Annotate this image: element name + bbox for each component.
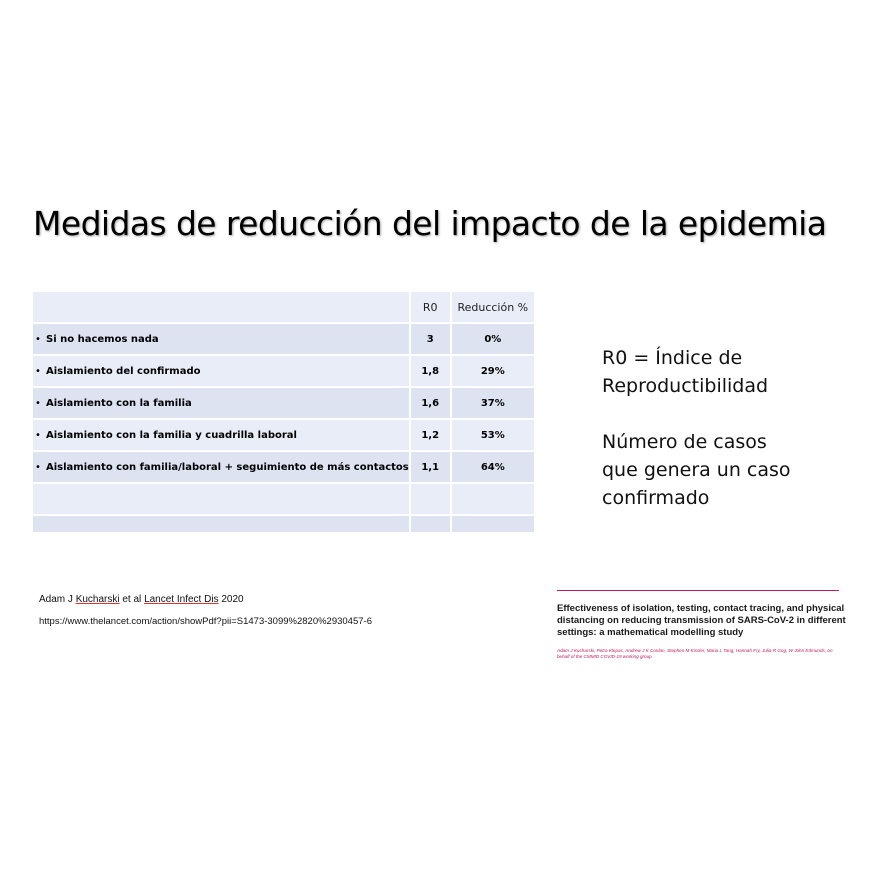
table-row [33,419,534,451]
slide-title: Medidas de reducción del impacto de la epidemia [33,204,827,243]
definition-line: R0 = Índice de [602,347,743,369]
definition-line: confirmado [602,487,710,509]
measure-name: Aislamiento con la familia [46,397,192,409]
header-r0: R0 [410,292,451,323]
paper-title: Effectiveness of isolation, testing, contact tracing, and physical distancing on reducing transmission of SARS-CoV-2 in different settings: a mathematical modelling study [557,603,846,638]
definition-line: que genera un caso [602,459,791,481]
reduction-value: 0% [451,323,534,355]
bullet-icon: • [35,461,41,473]
table-row [33,451,534,483]
table-row [33,323,534,355]
header-reduction: Reducción % [451,292,534,323]
measure-name: Aislamiento con la familia y cuadrilla laboral [46,429,297,441]
bullet-icon: • [35,365,41,377]
paper-authors: Adam J Kucharski, Petra Klepac, Andrew J K Conlan, Stephen M Kissler, Maria L Tang, Hannah Fry, Julia R Gog, W John Edmunds, on behalf of the CMMID COVID-19 working group [557,648,833,659]
definition-line: Número de casos [602,431,767,453]
paper-divider [557,590,839,591]
definition-line: Reproductibilidad [602,375,769,397]
table-header-row [33,292,534,323]
measure-name: Aislamiento con familia/laboral + seguimiento de más contactos [46,461,409,473]
reduction-value: 64% [451,451,534,483]
measure-name: Aislamiento del confirmado [46,365,201,377]
r0-value: 1,8 [410,355,451,387]
source-url: https://www.thelancet.com/action/showPdf?pii=S1473-3099%2820%2930457-6 [39,616,372,627]
bullet-icon: • [35,397,41,409]
header-measure [33,292,410,323]
measure-name: Si no hacemos nada [46,333,159,345]
reduction-value: 29% [451,355,534,387]
table-empty-row [33,483,534,515]
citation: Adam J Kucharski et al Lancet Infect Dis 2020 [39,594,244,605]
reduction-value: 53% [451,419,534,451]
bullet-icon: • [35,333,41,345]
table-empty-row [33,515,534,533]
citation-author: Kucharski [75,594,120,605]
r0-value: 1,1 [410,451,451,483]
bullet-icon: • [35,429,41,441]
r0-value: 3 [410,323,451,355]
table-row [33,355,534,387]
r0-definition [602,344,842,512]
r0-value: 1,2 [410,419,451,451]
measures-table [33,292,534,534]
citation-journal: Lancet Infect Dis [144,594,219,605]
table-row [33,387,534,419]
r0-value: 1,6 [410,387,451,419]
reduction-value: 37% [451,387,534,419]
